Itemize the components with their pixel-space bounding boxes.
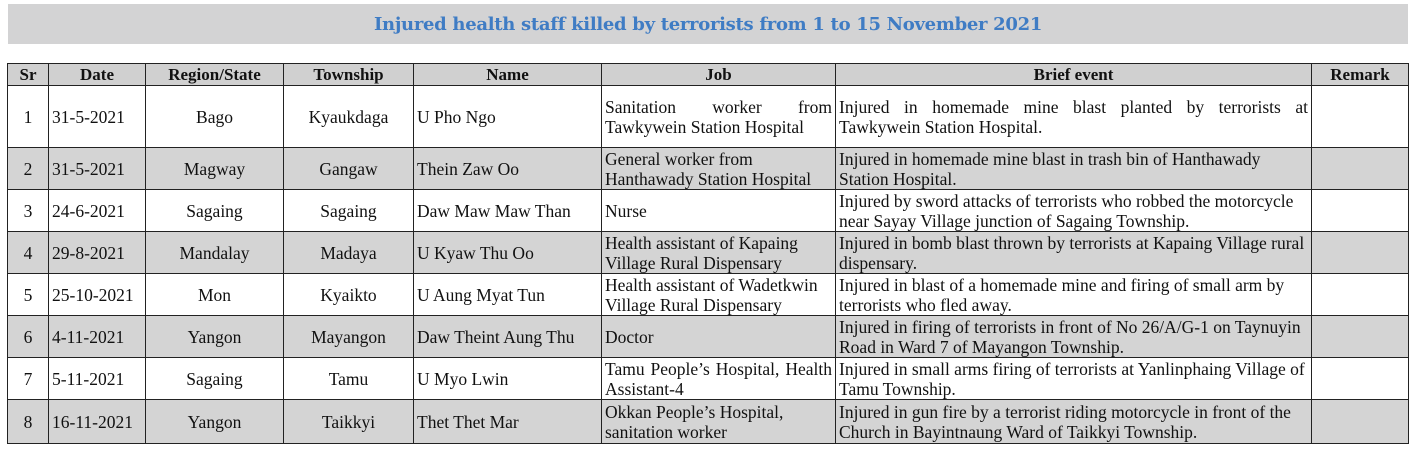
date-cell: 31-5-2021 xyxy=(49,86,146,148)
remark-cell xyxy=(1312,274,1409,316)
job-cell: Okkan People’s Hospital, sanitation worker xyxy=(602,400,836,444)
region-cell: Mandalay xyxy=(146,232,284,274)
date-cell: 29-8-2021 xyxy=(49,232,146,274)
name-cell: Daw Theint Aung Thu xyxy=(414,316,602,358)
job-cell: Health assistant of Wadetkwin Village Rural Dispensary xyxy=(602,274,836,316)
remark-cell xyxy=(1312,148,1409,190)
title-banner xyxy=(8,4,1408,44)
table-row xyxy=(8,316,1409,358)
region-cell: Yangon xyxy=(146,316,284,358)
sr-cell: 1 xyxy=(8,86,49,148)
event-cell: Injured in homemade mine blast planted by terrorists at Tawkywein Station Hospital. xyxy=(836,86,1312,148)
sr-cell: 3 xyxy=(8,190,49,232)
table-row xyxy=(8,358,1409,400)
sr-cell: 2 xyxy=(8,148,49,190)
township-cell: Tamu xyxy=(284,358,414,400)
header-township: Township xyxy=(284,64,414,86)
name-cell: Daw Maw Maw Than xyxy=(414,190,602,232)
name-cell: Thein Zaw Oo xyxy=(414,148,602,190)
sr-cell: 7 xyxy=(8,358,49,400)
remark-cell xyxy=(1312,400,1409,444)
header-brief-event: Brief event xyxy=(836,64,1312,86)
date-cell: 5-11-2021 xyxy=(49,358,146,400)
header-date: Date xyxy=(49,64,146,86)
remark-cell xyxy=(1312,316,1409,358)
date-cell: 16-11-2021 xyxy=(49,400,146,444)
event-cell: Injured in blast of a homemade mine and firing of small arm by terrorists who fled away. xyxy=(836,274,1312,316)
region-cell: Bago xyxy=(146,86,284,148)
job-cell: Tamu People’s Hospital, Health Assistant-4 xyxy=(602,358,836,400)
name-cell: U Kyaw Thu Oo xyxy=(414,232,602,274)
header-sr: Sr xyxy=(8,64,49,86)
header-remark: Remark xyxy=(1312,64,1409,86)
event-cell: Injured in small arms firing of terrorists at Yanlinphaing Village of Tamu Township. xyxy=(836,358,1312,400)
header-name: Name xyxy=(414,64,602,86)
region-cell: Magway xyxy=(146,148,284,190)
table-row xyxy=(8,190,1409,232)
job-cell: General worker from Hanthawady Station Hospital xyxy=(602,148,836,190)
region-cell: Yangon xyxy=(146,400,284,444)
table-title: Injured health staff killed by terrorists from 1 to 15 November 2021 xyxy=(373,13,1043,35)
injured-staff-table xyxy=(7,63,1409,444)
job-cell: Sanitation worker from Tawkywein Station Hospital xyxy=(602,86,836,148)
date-cell: 24-6-2021 xyxy=(49,190,146,232)
table-row xyxy=(8,148,1409,190)
township-cell: Kyaikto xyxy=(284,274,414,316)
table-row xyxy=(8,274,1409,316)
township-cell: Mayangon xyxy=(284,316,414,358)
date-cell: 25-10-2021 xyxy=(49,274,146,316)
event-cell: Injured in gun fire by a terrorist riding motorcycle in front of the Church in Bayintnaung Ward of Taikkyi Township. xyxy=(836,400,1312,444)
township-cell: Sagaing xyxy=(284,190,414,232)
name-cell: U Pho Ngo xyxy=(414,86,602,148)
job-cell: Health assistant of Kapaing Village Rural Dispensary xyxy=(602,232,836,274)
township-cell: Taikkyi xyxy=(284,400,414,444)
event-cell: Injured in firing of terrorists in front of No 26/A/G-1 on Taynuyin Road in Ward 7 of Mayangon Township. xyxy=(836,316,1312,358)
table-header-row xyxy=(8,64,1409,86)
date-cell: 4-11-2021 xyxy=(49,316,146,358)
event-cell: Injured by sword attacks of terrorists who robbed the motorcycle near Sayay Village junction of Sagaing Township. xyxy=(836,190,1312,232)
remark-cell xyxy=(1312,358,1409,400)
remark-cell xyxy=(1312,86,1409,148)
township-cell: Gangaw xyxy=(284,148,414,190)
sr-cell: 5 xyxy=(8,274,49,316)
event-cell: Injured in bomb blast thrown by terrorists at Kapaing Village rural dispensary. xyxy=(836,232,1312,274)
table-row xyxy=(8,86,1409,148)
event-cell: Injured in homemade mine blast in trash bin of Hanthawady Station Hospital. xyxy=(836,148,1312,190)
sr-cell: 8 xyxy=(8,400,49,444)
job-cell: Nurse xyxy=(602,190,836,232)
header-region-state: Region/State xyxy=(146,64,284,86)
remark-cell xyxy=(1312,190,1409,232)
table-row xyxy=(8,232,1409,274)
table-row xyxy=(8,400,1409,444)
name-cell: U Myo Lwin xyxy=(414,358,602,400)
region-cell: Sagaing xyxy=(146,190,284,232)
remark-cell xyxy=(1312,232,1409,274)
township-cell: Kyaukdaga xyxy=(284,86,414,148)
header-job: Job xyxy=(602,64,836,86)
sr-cell: 4 xyxy=(8,232,49,274)
township-cell: Madaya xyxy=(284,232,414,274)
region-cell: Sagaing xyxy=(146,358,284,400)
date-cell: 31-5-2021 xyxy=(49,148,146,190)
region-cell: Mon xyxy=(146,274,284,316)
sr-cell: 6 xyxy=(8,316,49,358)
name-cell: Thet Thet Mar xyxy=(414,400,602,444)
job-cell: Doctor xyxy=(602,316,836,358)
name-cell: U Aung Myat Tun xyxy=(414,274,602,316)
